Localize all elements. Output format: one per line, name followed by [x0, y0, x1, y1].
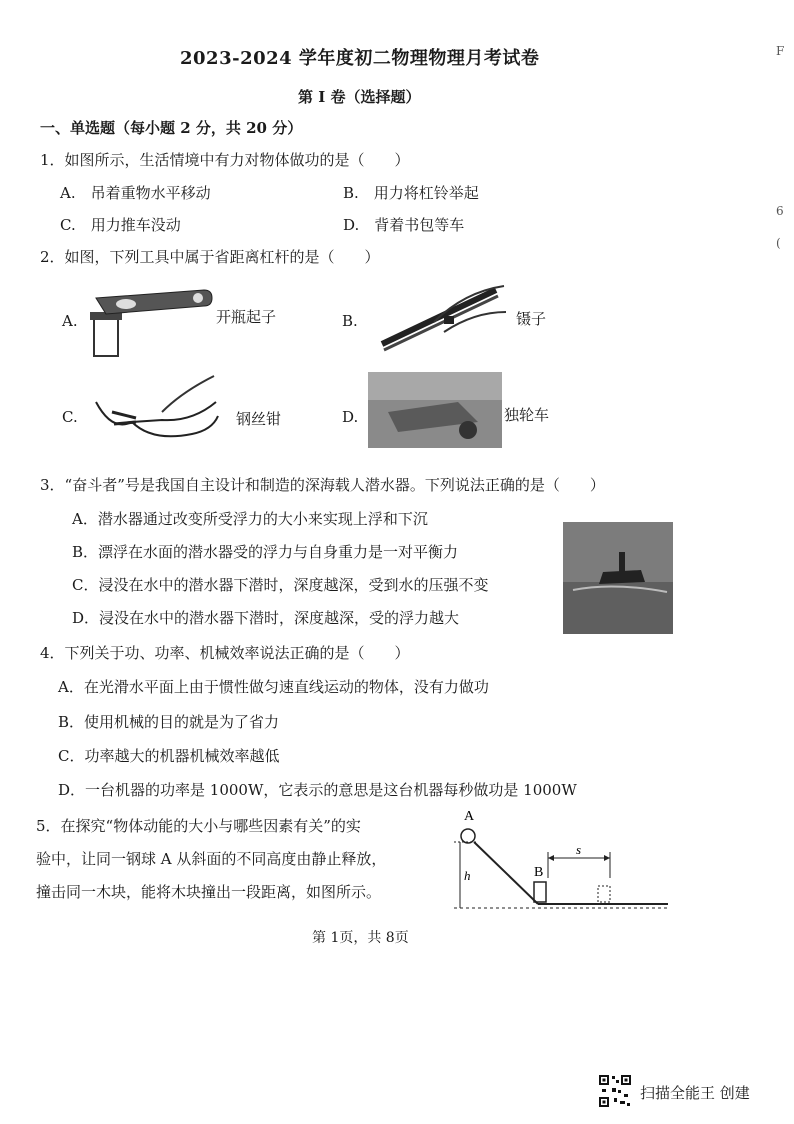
edge-mark-2: 6	[776, 204, 784, 218]
q2-label-c: 钢丝钳	[236, 410, 282, 428]
q3-option-c: C．浸没在水中的潜水器下潜时，深度越深，受到水的压强不变	[72, 576, 489, 594]
qr-code-icon	[598, 1074, 632, 1108]
q2-letter-a: A.	[62, 312, 78, 330]
q3-stem: 3．“奋斗者”号是我国自主设计和制造的深海载人潜水器。下列说法正确的是（ ）	[40, 476, 605, 494]
q5-line-2: 验中，让同一钢球 A 从斜面的不同高度由静止释放，	[36, 850, 387, 868]
q4-stem: 4．下列关于功、功率、机械效率说法正确的是（ ）	[40, 644, 410, 662]
q2-letter-b: B.	[342, 312, 358, 330]
q2-label-d: 独轮车	[504, 406, 550, 424]
q4-option-c: C．功率越大的机器机械效率越低	[58, 747, 280, 765]
q4-option-b: B．使用机械的目的就是为了省力	[58, 713, 280, 731]
wheelbarrow-image	[368, 372, 502, 448]
bottle-opener-image	[86, 286, 216, 358]
distance-label: s	[576, 842, 582, 857]
q3-option-b: B．漂浮在水面的潜水器受的浮力与自身重力是一对平衡力	[72, 543, 459, 561]
q4-option-a: A．在光滑水平面上由于惯性做匀速直线运动的物体，没有力做功	[58, 678, 489, 696]
section-heading: 一、单选题（每小题 2 分，共 20 分）	[40, 119, 303, 137]
steel-ball	[461, 829, 475, 843]
q2-label-a: 开瓶起子	[216, 308, 277, 326]
exam-title: 2023-2024 学年度初二物理物理月考试卷	[180, 48, 540, 69]
tweezers-image	[374, 282, 510, 354]
q1-stem: 1．如图所示，生活情境中有力对物体做功的是（ ）	[40, 151, 410, 169]
volume-heading: 第 I 卷（选择题）	[298, 88, 421, 106]
q5-line-1: 5．在探究“物体动能的大小与哪些因素有关”的实	[36, 817, 361, 835]
scanner-watermark: 扫描全能王 创建	[640, 1084, 750, 1102]
q3-option-d: D．浸没在水中的潜水器下潜时，深度越深，受的浮力越大	[72, 609, 460, 627]
q2-label-b: 镊子	[516, 310, 547, 328]
submersible-photo	[563, 522, 673, 634]
q5-line-3: 撞击同一木块，能将木块撞出一段距离，如图所示。	[36, 883, 382, 901]
q2-letter-c: C.	[62, 408, 78, 426]
ramp-diagram	[448, 804, 670, 916]
ball-label: A	[464, 809, 475, 824]
q1-option-b: B. 用力将杠铃举起	[343, 184, 479, 202]
q2-letter-d: D.	[342, 408, 359, 426]
edge-mark-1: F	[776, 44, 785, 58]
q1-option-c: C. 用力推车没动	[60, 216, 181, 234]
q1-option-a: A. 吊着重物水平移动	[60, 184, 211, 202]
block-label: B	[534, 865, 544, 880]
q2-stem: 2．如图，下列工具中属于省距离杠杆的是（ ）	[40, 248, 380, 266]
height-label: h	[464, 868, 471, 883]
q3-option-a: A．潜水器通过改变所受浮力的大小来实现上浮和下沉	[72, 510, 428, 528]
page-footer: 第 1页，共 8页	[312, 930, 409, 946]
q4-option-d: D．一台机器的功率是 1000W，它表示的意思是这台机器每秒做功是 1000W	[58, 781, 577, 799]
wire-pliers-image	[92, 372, 226, 450]
q1-option-d: D. 背着书包等车	[343, 216, 465, 234]
wood-block	[534, 882, 546, 902]
edge-mark-3: (	[776, 236, 781, 250]
